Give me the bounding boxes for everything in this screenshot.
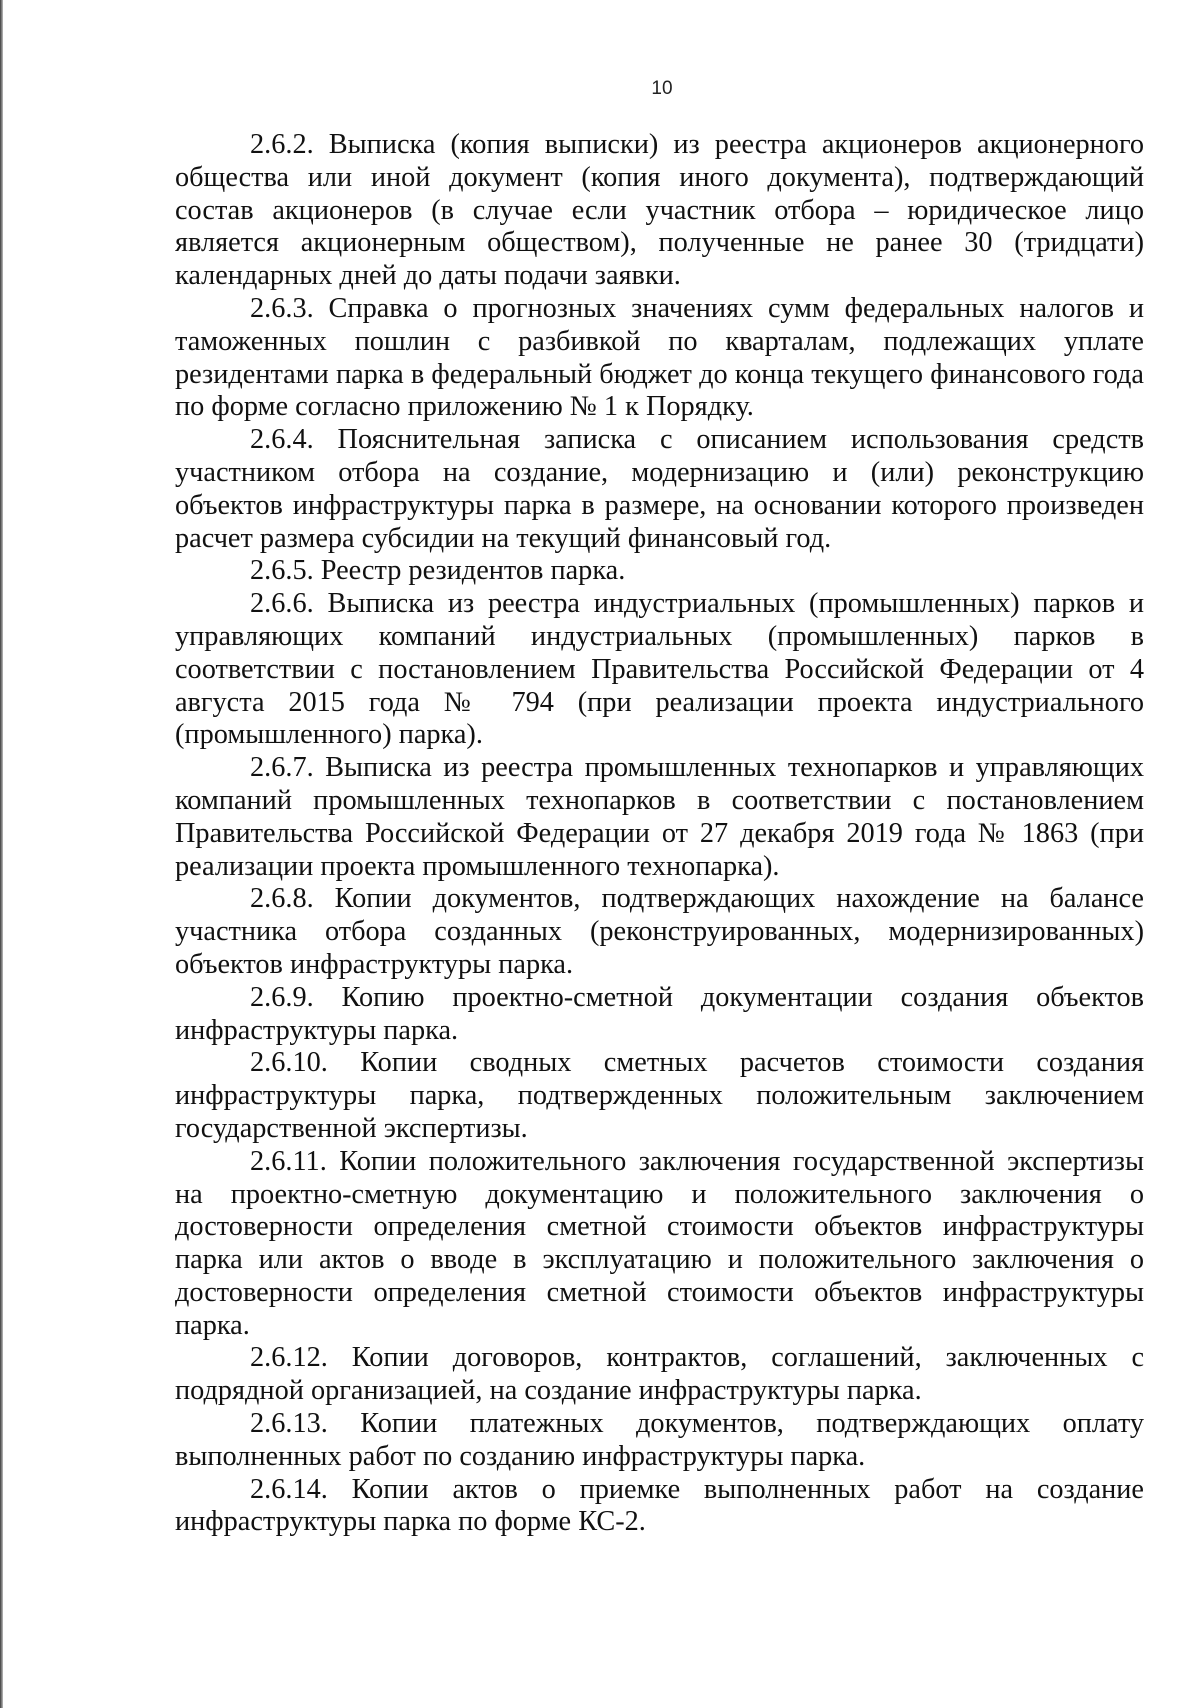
paragraph-2-6-4: 2.6.4. Пояснительная записка с описанием использования средств участником отбора на создание, модернизацию и (или) реконструкцию объектов инфраструктуры парка в размере, на основании которого произведен расчет размера субсидии на текущий финансовый год. <box>175 424 1144 554</box>
paragraph-2-6-13: 2.6.13. Копии платежных документов, подтверждающих оплату выполненных работ по созданию инфраструктуры парка. <box>175 1408 1144 1472</box>
paragraph-2-6-2: 2.6.2. Выписка (копия выписки) из реестра акционеров акционерного общества или иной документ (копия иного документа), подтверждающий состав акционеров (в случае если участник отбора – юридическое лицо является акционерным обществом), полученные не ранее 30 (тридцати) календарных дней до даты подачи заявки. <box>175 129 1144 292</box>
paragraph-2-6-7: 2.6.7. Выписка из реестра промышленных технопарков и управляющих компаний промышленных технопарков в соответствии с постановлением Правительства Российской Федерации от 27 декабря 2019 года № 1863 (при реализации проекта промышленного технопарка). <box>175 752 1144 882</box>
paragraph-2-6-10: 2.6.10. Копии сводных сметных расчетов стоимости создания инфраструктуры парка, подтвержденных положительным заключением государственной экспертизы. <box>175 1047 1144 1144</box>
paragraph-2-6-12: 2.6.12. Копии договоров, контрактов, соглашений, заключенных с подрядной организацией, на создание инфраструктуры парка. <box>175 1342 1144 1407</box>
page-number: 10 <box>651 78 673 99</box>
scan-edge <box>0 0 3 1708</box>
paragraph-2-6-9: 2.6.9. Копию проектно-сметной документации создания объектов инфраструктуры парка. <box>175 981 1144 1046</box>
paragraph-2-6-6: 2.6.6. Выписка из реестра индустриальных (промышленных) парков и управляющих компаний индустриальных (промышленных) парков в соответствии с постановлением Правительства Российской Федерации от 4 августа 2015 года № 794 (при реализации проекта индустриального (промышленного) парка). <box>175 588 1144 751</box>
document-body <box>175 129 1144 1539</box>
paragraph-2-6-3: 2.6.3. Справка о прогнозных значениях сумм федеральных налогов и таможенных пошлин с разбивкой по кварталам, подлежащих уплате резидентами парка в федеральный бюджет до конца текущего финансового года по форме согласно приложению № 1 к Порядку. <box>175 292 1144 423</box>
paragraph-2-6-11: 2.6.11. Копии положительного заключения государственной экспертизы на проектно-сметную документацию и положительного заключения о достоверности определения сметной стоимости объектов инфраструктуры парка или актов о вводе в эксплуатацию и положительного заключения о достоверности определения сметной стоимости объектов инфраструктуры парка. <box>175 1145 1144 1341</box>
paragraph-2-6-5: 2.6.5. Реестр резидентов парка. <box>250 555 626 587</box>
paragraph-2-6-8: 2.6.8. Копии документов, подтверждающих нахождение на балансе участника отбора созданных (реконструированных, модернизированных) объектов инфраструктуры парка. <box>175 883 1144 980</box>
paragraph-2-6-14: 2.6.14. Копии актов о приемке выполненных работ на создание инфраструктуры парка по форме КС-2. <box>175 1473 1144 1538</box>
